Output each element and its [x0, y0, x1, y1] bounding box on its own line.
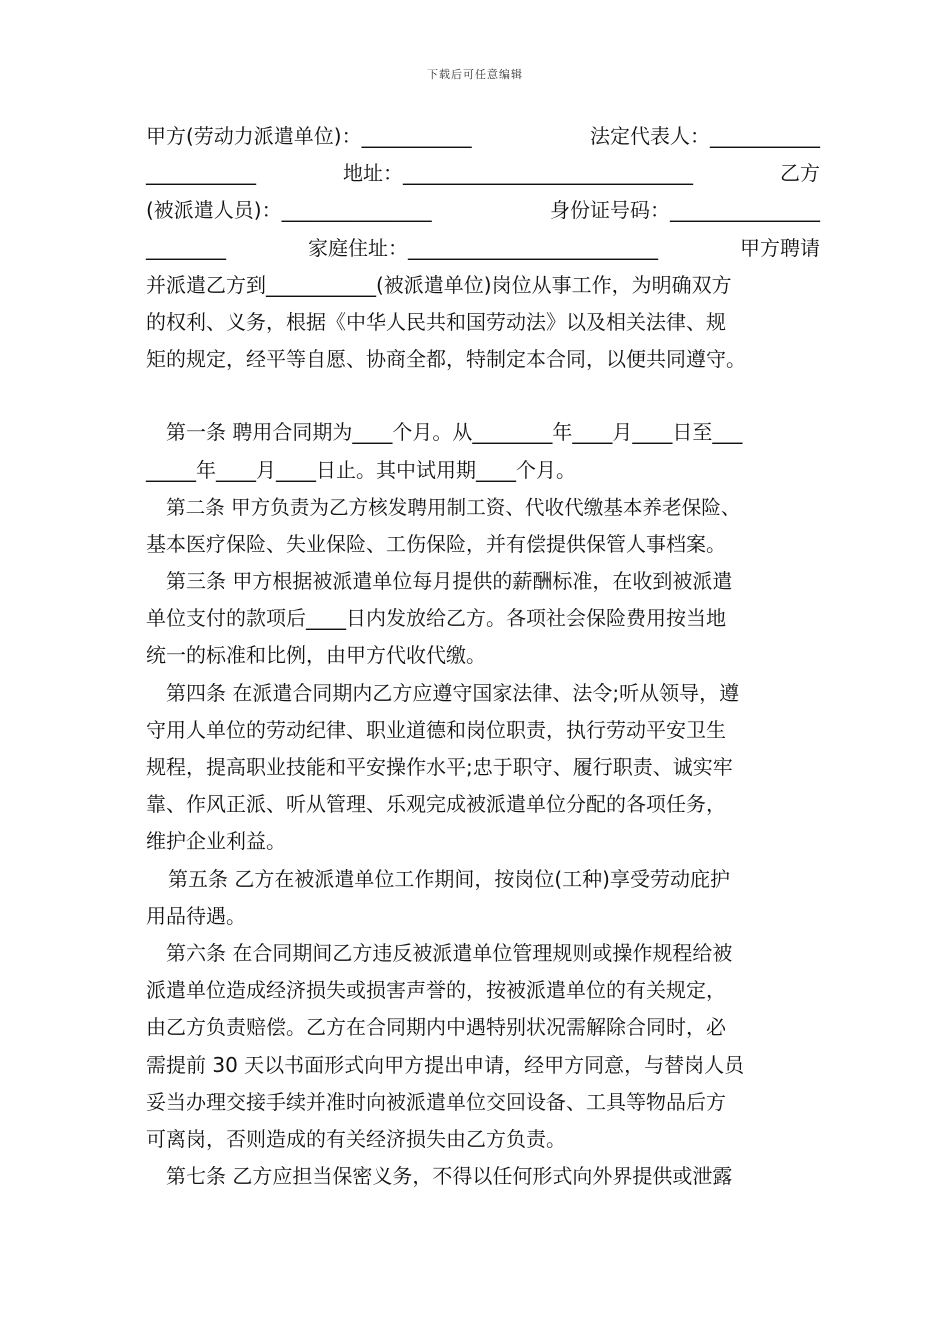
party-b-label: 乙方: [780, 161, 820, 186]
intro-line-6: 的权利、义务，根据《中华人民共和国劳动法》以及相关法律、规: [146, 309, 726, 334]
article-5-line: 第五条 乙方在被派遣单位工作期间，按岗位(工种)享受劳动庇护: [168, 866, 730, 891]
article-6-line: 需提前 30 天以书面形式向甲方提出申请，经甲方同意，与替岗人员: [146, 1052, 745, 1077]
article-3-line: 单位支付的款项后____日内发放给乙方。各项社会保险费用按当地: [146, 606, 726, 631]
party-a-field: 甲方(劳动力派遣单位)：___________: [146, 124, 472, 148]
article-4-line: 第四条 在派遣合同期内乙方应遵守国家法律、法令;听从领导，遵: [166, 680, 740, 705]
article-2-line: 基本医疗保险、失业保险、工伤保险，并有偿提供保管人事档案。: [146, 531, 726, 556]
intro-line-7: 矩的规定，经平等自愿、协商全都，特制定本合同，以便共同遵守。: [146, 347, 746, 372]
dispatched-person-field: (被派遣人员)：_______________: [146, 198, 432, 223]
article-1-line: 第一条 聘用合同期为____个月。从________年____月____日至___: [166, 420, 743, 445]
home-address-field: 家庭住址：_________________________: [308, 235, 658, 260]
article-6-line: 第六条 在合同期间乙方违反被派遣单位管理规则或操作规程给被: [166, 940, 733, 965]
address-field: 地址：_____________________________: [343, 161, 693, 186]
article-6-line: 由乙方负责赔偿。乙方在合同期内中遇特别状况需解除合同时，必: [146, 1015, 726, 1040]
intro-line-4: [146, 230, 820, 267]
intro-line-5: 并派遣乙方到___________(被派遣单位)岗位从事工作，为明确双方: [146, 272, 732, 297]
article-2-line: 第二条 甲方负责为乙方核发聘用制工资、代收代缴基本养老保险、: [166, 495, 741, 519]
article-1-line: _____年____月____日止。其中试用期____个月。: [146, 457, 576, 482]
article-4-line: 维护企业利益。: [146, 829, 286, 854]
legal-rep-field: 法定代表人：___________: [590, 124, 820, 148]
article-7-line: 第七条 乙方应担当保密义务，不得以任何形式向外界提供或泄露: [166, 1164, 733, 1189]
intro-line-1: [146, 118, 820, 155]
intro-line-2: [146, 155, 820, 192]
intro-text: 甲方聘请: [740, 235, 820, 260]
blank-field: ___________: [146, 161, 256, 186]
blank-field: ________: [146, 235, 226, 260]
intro-line-3: [146, 192, 820, 229]
article-5-line: 用品待遇。: [146, 903, 246, 928]
contract-body: [146, 118, 820, 1195]
page-header-note: 下载后可任意编辑: [427, 68, 523, 81]
paragraph-gap: [146, 378, 820, 414]
article-6-line: 妥当办理交接手续并准时向被派遣单位交回设备、工具等物品后方: [146, 1089, 726, 1114]
article-4-line: 守用人单位的劳动纪律、职业道德和岗位职责，执行劳动平安卫生: [146, 717, 726, 742]
article-4-line: 靠、作风正派、听从管理、乐观完成被派遣单位分配的各项任务，: [146, 792, 726, 817]
article-4-line: 规程，提高职业技能和平安操作水平;忠于职守、履行职责、诚实牢: [146, 755, 733, 779]
article-3-line: 第三条 甲方根据被派遣单位每月提供的薪酬标准，在收到被派遣: [166, 569, 733, 594]
article-6-line: 派遣单位造成经济损失或损害声誉的，按被派遣单位的有关规定，: [146, 978, 726, 1003]
article-3-line: 统一的标准和比例，由甲方代收代缴。: [146, 643, 486, 668]
article-6-line: 可离岗，否则造成的有关经济损失由乙方负责。: [146, 1126, 566, 1151]
id-number-field: 身份证号码：_______________: [550, 198, 820, 223]
